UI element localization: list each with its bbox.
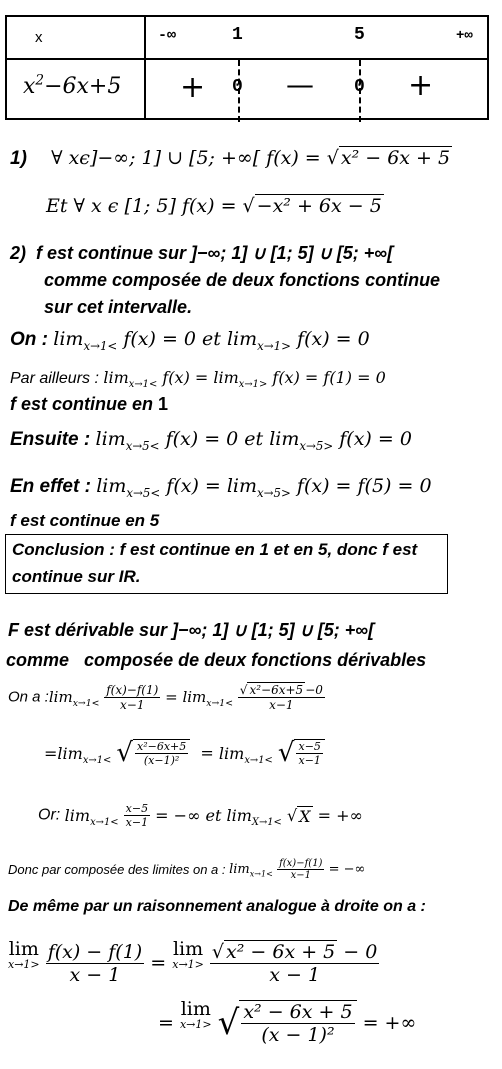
line-16: Or: $\lim_{x\to 1<}$ $\frac{x-5}{x-1}$ = −∞ et $\lim_{X\to 1<}$ √ X = +∞ — [38, 802, 363, 829]
line-20: = lim x→1> √ $\frac{\text{x² − 6x + 5}}{\text{(x − 1)²}}$ = +∞ — [158, 998, 417, 1046]
line-3: 2) f est continue sur ]−∞; 1] ∪ [1; 5] ∪ [5; +∞[ — [10, 243, 394, 263]
line-12: F est dérivable sur ]−∞; 1] ∪ [1; 5] ∪ [5; +∞[ — [8, 620, 375, 640]
conclusion-line-2: continue sur IR. — [12, 567, 141, 586]
x-value-1: 1 — [232, 25, 243, 45]
line-14: On a $:\lim_{x\to 1<}$ $\frac{f(x)-f(1)}{x-1}$ = $\lim_{x\to 1<}$ $\frac{\text{√ x²−6x+5 −0}}{x-1}$ — [8, 682, 323, 712]
line-6: On : $\lim_{x\to 1<} f(x) = 0$ et $\lim_{x\to 1>} f(x) = 0$ — [10, 328, 370, 353]
line-7: Par ailleurs : $\lim_{x\to 1<} f(x) = \lim_{x\to 1>} f(x) = f(1) = 0$ — [10, 368, 386, 391]
conclusion-line-1: Conclusion : f est continue en 1 et en 5, donc f est — [12, 540, 418, 559]
line-11: f est continue en 5 — [10, 511, 160, 530]
line-8: f est continue en 1 — [10, 394, 169, 414]
line-4: comme composée de deux fonctions continue — [44, 270, 441, 290]
table-row-signs — [145, 59, 488, 119]
line-5: sur cet intervalle. — [44, 297, 193, 317]
sign-zero-1: 0 — [232, 77, 243, 97]
x-value-plus-inf: +∞ — [456, 28, 473, 44]
sign-table — [5, 15, 489, 120]
x-value-5: 5 — [354, 25, 365, 45]
sign-plus-left: + — [180, 70, 206, 105]
x-value-minus-inf: -∞ — [158, 27, 177, 44]
line-1: 1) ∀ xϵ]−∞; 1] ∪ [5; +∞[ f(x) = √ x² − 6x + 5 — [10, 147, 451, 169]
table-row-expression — [6, 59, 145, 119]
line-2: Et ∀ x ϵ [1; 5] f(x) = √ −x² + 6x − 5 — [46, 195, 382, 217]
table-header-x: x — [6, 16, 145, 59]
sign-plus-right: + — [408, 68, 434, 103]
conclusion-box — [5, 534, 448, 594]
line-10: En effet : $\lim_{x\to 5<} f(x) = \lim_{x\to 5>} f(x) = f(5) = 0$ — [10, 475, 432, 500]
sign-minus-middle: — — [286, 68, 314, 101]
line-18: De même par un raisonnement analogue à droite on a : — [8, 898, 426, 915]
line-13: comme composée de deux fonctions dérivables — [6, 650, 427, 670]
line-19: lim x→1> $\frac{f(x) - f(1)}{x - 1}$ = lim x→1> $\frac{\text{√ x² − 6x + 5 − 0}}{x - 1}$ — [8, 938, 378, 986]
expression-label: $x^2-6x+5$ — [23, 72, 122, 99]
sign-zero-5: 0 — [354, 77, 365, 97]
dashed-line-1 — [238, 60, 240, 122]
line-17: Donc par composée des limites on a : $\lim_{x\to 1<}$ $\frac{f(x)-f(1)}{x-1}$ = −∞ — [8, 858, 366, 881]
table-header-values — [145, 16, 488, 59]
line-15: $=\lim_{x\to 1<}$ √ $\frac{\text{x²−6x+5}}{\text{(x−1)²}}$ = $\lim_{x\to 1<}$ √ $\frac{x-5}{x-1}$ — [44, 738, 325, 768]
line-9: Ensuite : $\lim_{x\to 5<} f(x) = 0$ et $\lim_{x\to 5>} f(x) = 0$ — [10, 428, 412, 453]
dashed-line-5 — [359, 60, 361, 122]
